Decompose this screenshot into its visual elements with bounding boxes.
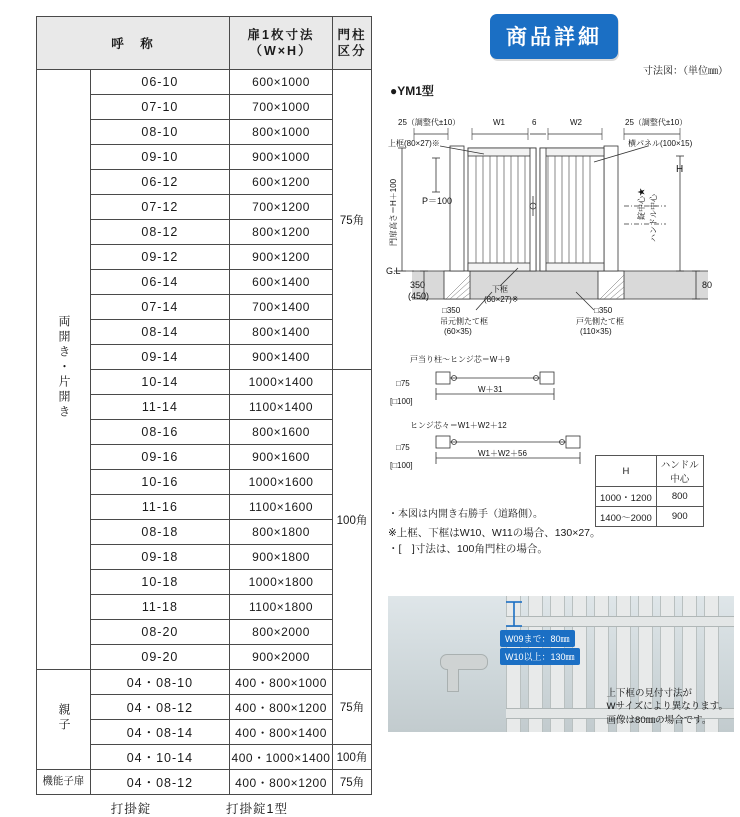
product-detail-badge: 商品詳細 — [490, 14, 618, 59]
unit-note: 寸法図：（単位㎜） — [643, 66, 728, 77]
dim-w1w2-56: W1＋W2＋56 — [478, 449, 527, 458]
call-cell: 04・08-14 — [90, 720, 229, 745]
photo-note: 上下框の見付寸法が Wサイズにより異なります。 画像は80㎜の場合です。 — [606, 687, 728, 727]
note-bracket: ・[ ]寸法は、100角門柱の場合。 — [388, 543, 548, 556]
label-handle-center: ハンドル中心 — [649, 194, 658, 242]
group-label-kinou: 機能子扉 — [37, 770, 91, 795]
label-post100-a: [□100] — [390, 397, 413, 406]
size-cell: 900×1200 — [230, 245, 333, 270]
size-cell: 600×1000 — [230, 70, 333, 95]
size-cell: 900×1800 — [230, 545, 333, 570]
size-cell: 800×1400 — [230, 320, 333, 345]
col-header-size: 扉1枚寸法 （W×H） — [230, 17, 333, 70]
spec-table-container — [36, 16, 372, 817]
dim-w2: W2 — [570, 118, 582, 127]
pillar-cell-100: 100角 — [333, 370, 372, 670]
size-cell: 800×1200 — [230, 220, 333, 245]
spec-table-body — [37, 70, 372, 795]
size-cell: 800×2000 — [230, 620, 333, 645]
h-value: 1400～2000 — [596, 507, 657, 527]
size-cell: 900×1400 — [230, 345, 333, 370]
table-footer — [36, 799, 372, 817]
label-base-right: □350 — [594, 306, 613, 315]
product-photo — [388, 596, 734, 732]
size-cell: 900×2000 — [230, 645, 333, 670]
footer-lock-type: 打掛錠1型 — [226, 802, 288, 816]
size-cell: 700×1000 — [230, 95, 333, 120]
handle-value: 800 — [656, 487, 703, 507]
label-post75-b: □75 — [396, 443, 410, 452]
table-row — [596, 507, 704, 527]
size-cell: 400・1000×1400 — [230, 745, 333, 770]
elevation-svg — [380, 96, 740, 346]
call-cell: 09-14 — [90, 345, 229, 370]
size-cell: 600×1200 — [230, 170, 333, 195]
spec-table — [36, 16, 372, 795]
label-door-height: 門扉高さ＝H＋100 — [389, 178, 398, 246]
footer-lock-label: 打掛錠 — [110, 802, 152, 816]
size-cell: 900×1600 — [230, 445, 333, 470]
label-post100-b: [□100] — [390, 461, 413, 470]
note-frame-size: ※上框、下框はW10、W11の場合、130×27。 — [388, 527, 601, 539]
col-header-name: 呼 称 — [37, 17, 230, 70]
spec-table-head — [37, 17, 372, 70]
size-cell: 400・800×1000 — [230, 670, 333, 695]
dim-w31: W＋31 — [478, 385, 503, 394]
label-upper-frame: 上框(80×27)※ — [388, 139, 440, 148]
label-lower-frame: 下框 — [492, 285, 508, 294]
label-hinge-frame-size: (60×35) — [444, 327, 472, 336]
dim-p100: P＝100 — [422, 196, 453, 206]
size-cell: 900×1000 — [230, 145, 333, 170]
elevation-drawing — [380, 96, 740, 346]
label-side-panel: 横パネル(100×15) — [628, 139, 693, 148]
call-cell: 08-10 — [90, 120, 229, 145]
table-row — [37, 670, 372, 695]
call-cell: 09-20 — [90, 645, 229, 670]
call-cell: 09-12 — [90, 245, 229, 270]
h-value: 1000・1200 — [596, 487, 657, 507]
pillar-cell-100b: 100角 — [333, 745, 372, 770]
call-cell: 10-14 — [90, 370, 229, 395]
table-row — [37, 770, 372, 795]
call-cell: 09-18 — [90, 545, 229, 570]
size-cell: 400・800×1400 — [230, 720, 333, 745]
table-header-row — [596, 456, 704, 487]
size-cell: 800×1600 — [230, 420, 333, 445]
call-cell: 08-16 — [90, 420, 229, 445]
label-hinge-pitch: ヒンジ芯々＝W1＋W2＋12 — [410, 421, 507, 430]
model-label: ●YM1型 — [390, 84, 434, 98]
group-label-oyako: 親子 — [37, 670, 91, 770]
group-label-ryoubiraki: 両開き・片開き — [37, 70, 91, 670]
label-lock-center: 錠中心★ — [637, 188, 646, 220]
size-cell: 700×1200 — [230, 195, 333, 220]
dim-450: (450) — [408, 291, 430, 301]
dim-gap: 6 — [532, 118, 537, 127]
size-cell: 1100×1600 — [230, 495, 333, 520]
pillar-cell-last: 75角 — [333, 770, 372, 795]
call-cell: 08-12 — [90, 220, 229, 245]
call-cell: 04・08-10 — [90, 670, 229, 695]
size-cell: 400・800×1200 — [230, 695, 333, 720]
size-cell: 1000×1400 — [230, 370, 333, 395]
call-cell: 11-14 — [90, 395, 229, 420]
label-lead-frame-size: (110×35) — [580, 327, 612, 336]
handle-center-table — [595, 455, 704, 527]
right-panel — [380, 0, 740, 740]
table-row — [37, 70, 372, 95]
size-cell: 1000×1600 — [230, 470, 333, 495]
call-cell: 06-10 — [90, 70, 229, 95]
call-cell: 09-10 — [90, 145, 229, 170]
size-cell: 1100×1400 — [230, 395, 333, 420]
dim-label-w09: W09まで：80㎜ — [500, 630, 575, 647]
call-cell: 07-10 — [90, 95, 229, 120]
table-header-row — [37, 17, 372, 70]
handle-value: 900 — [656, 507, 703, 527]
call-cell: 10-16 — [90, 470, 229, 495]
dim-w1: W1 — [493, 118, 505, 127]
call-cell: 07-12 — [90, 195, 229, 220]
call-cell: 06-12 — [90, 170, 229, 195]
label-post75-a: □75 — [396, 379, 410, 388]
pillar-cell-75b: 75角 — [333, 670, 372, 745]
col-header-pillar: 門柱 区分 — [333, 17, 372, 70]
call-cell: 08-18 — [90, 520, 229, 545]
label-hinge-frame: 吊元側たて框 — [440, 317, 488, 326]
label-lower-frame-size: (80×27)※ — [484, 295, 519, 304]
h-col-header: H — [596, 456, 657, 487]
size-cell: 700×1400 — [230, 295, 333, 320]
call-cell: 08-20 — [90, 620, 229, 645]
call-cell: 04・08-12 — [90, 695, 229, 720]
size-cell: 1000×1800 — [230, 570, 333, 595]
call-cell: 10-18 — [90, 570, 229, 595]
dim-left-adjust: 25（調整代±10） — [398, 118, 461, 127]
call-cell: 04・08-12 — [90, 770, 229, 795]
size-cell: 800×1000 — [230, 120, 333, 145]
label-lead-frame: 戸先側たて框 — [576, 317, 624, 326]
call-cell: 04・10-14 — [90, 745, 229, 770]
dim-label-w10: W10以上：130㎜ — [500, 648, 580, 665]
dim-h: H — [676, 164, 684, 175]
call-cell: 09-16 — [90, 445, 229, 470]
size-cell: 600×1400 — [230, 270, 333, 295]
notes-block — [388, 525, 601, 558]
size-cell: 1100×1800 — [230, 595, 333, 620]
note-orientation: ・本図は内開き右勝手（道路側）。 — [388, 509, 543, 520]
pillar-cell-75: 75角 — [333, 70, 372, 370]
label-gl: G.L — [386, 266, 401, 276]
dim-right-adjust: 25（調整代±10） — [625, 118, 688, 127]
call-cell: 11-16 — [90, 495, 229, 520]
label-door-stop: 戸当り柱～ヒンジ芯＝W＋9 — [410, 355, 510, 364]
dim-350: 350 — [410, 280, 426, 290]
size-cell: 800×1800 — [230, 520, 333, 545]
call-cell: 08-14 — [90, 320, 229, 345]
handle-col-header: ハンドル 中心 — [656, 456, 703, 487]
dim-80: 80 — [702, 280, 713, 290]
table-row — [596, 487, 704, 507]
call-cell: 06-14 — [90, 270, 229, 295]
call-cell: 11-18 — [90, 595, 229, 620]
call-cell: 07-14 — [90, 295, 229, 320]
label-base-left: □350 — [442, 306, 461, 315]
size-cell: 400・800×1200 — [230, 770, 333, 795]
